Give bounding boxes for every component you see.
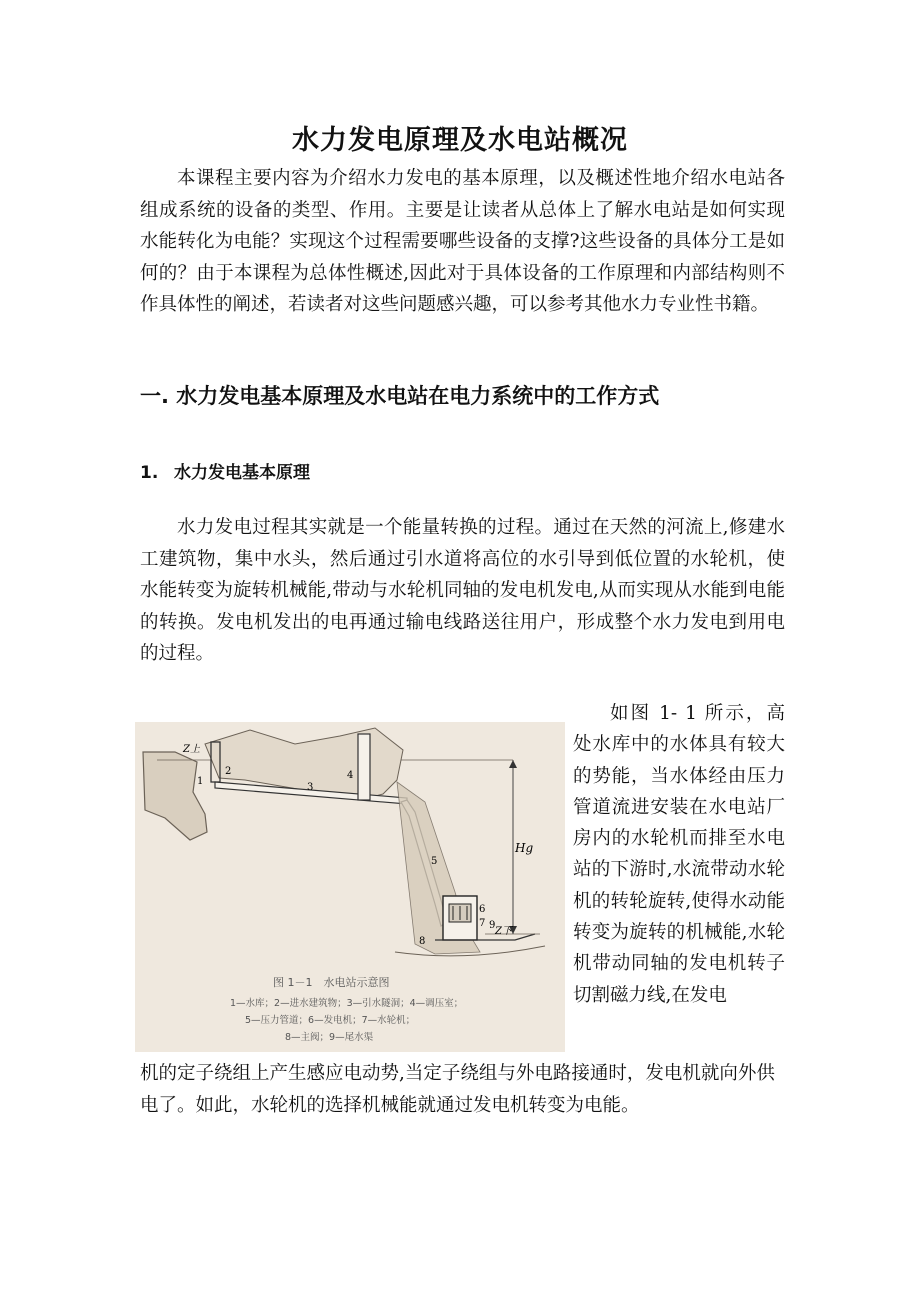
subsection-number: 1. bbox=[140, 463, 159, 483]
hydropower-station-figure bbox=[135, 722, 565, 1052]
label-4: 4 bbox=[347, 770, 354, 781]
figure-caption: 图 1－1 水电站示意图 bbox=[273, 976, 390, 989]
label-7: 7 bbox=[479, 918, 486, 929]
figure-legend-line-3: 8—主阀；9—尾水渠 bbox=[285, 1032, 374, 1043]
principle-paragraph: 水力发电过程其实就是一个能量转换的过程。通过在天然的河流上,修建水工建筑物，集中水头，然后通过引水道将高位的水引导到低位置的水轮机，使水能转变为旋转机械能,带动与水轮机同轴的发电机发电,从而实现从水能到电能的转换。发电机发出的电再通过输电线路送往用户，形成整个水力发电到用电的过程。 bbox=[140, 517, 785, 664]
figure-side-text: 如图 1- 1 所示，高处水库中的水体具有较大的势能，当水体经由压力管道流进安装在水电站厂房内的水轮机而排至水电站的下游时,水流带动水轮机的转轮旋转,使得水动能转变为旋转的机械能,水轮机带动同轴的发电机转子切割磁力线,在发电 bbox=[573, 703, 785, 1006]
label-3: 3 bbox=[307, 782, 314, 793]
label-8: 8 bbox=[419, 936, 426, 947]
section-heading: 一. 水力发电基本原理及水电站在电力系统中的工作方式 bbox=[140, 384, 660, 408]
upstream-level-label: Z上 bbox=[183, 744, 200, 755]
downstream-level-label: Z下 bbox=[495, 926, 512, 937]
head-label: Hg bbox=[515, 841, 534, 855]
figure-legend-line-2: 5—压力管道；6—发电机；7—水轮机； bbox=[245, 1015, 416, 1026]
label-5: 5 bbox=[431, 856, 438, 867]
closing-paragraph: 机的定子绕组上产生感应电动势,当定子绕组与外电路接通时，发电机就向外供电了。如此，水轮机的选择机械能就通过发电机转变为电能。 bbox=[140, 1063, 775, 1116]
station-diagram bbox=[135, 722, 565, 1052]
label-9: 9 bbox=[489, 920, 496, 931]
label-6: 6 bbox=[479, 904, 486, 915]
subsection-title: 水力发电基本原理 bbox=[174, 463, 310, 483]
subsection-heading bbox=[140, 458, 310, 483]
label-2: 2 bbox=[225, 766, 232, 777]
label-1: 1 bbox=[197, 776, 204, 787]
page-title: 水力发电原理及水电站概况 bbox=[292, 125, 628, 156]
figure-legend-line-1: 1—水库；2—进水建筑物；3—引水隧洞；4—调压室； bbox=[230, 998, 464, 1009]
intro-paragraph: 本课程主要内容为介绍水力发电的基本原理，以及概述性地介绍水电站各组成系统的设备的类型、作用。主要是让读者从总体上了解水电站是如何实现水能转化为电能？实现这个过程需要哪些设备的支撑?这些设备的具体分工是如何的？由于本课程为总体性概述,因此对于具体设备的工作原理和内部结构则不作具体性的阐述，若读者对这些问题感兴趣，可以参考其他水力专业性书籍。 bbox=[140, 168, 785, 315]
